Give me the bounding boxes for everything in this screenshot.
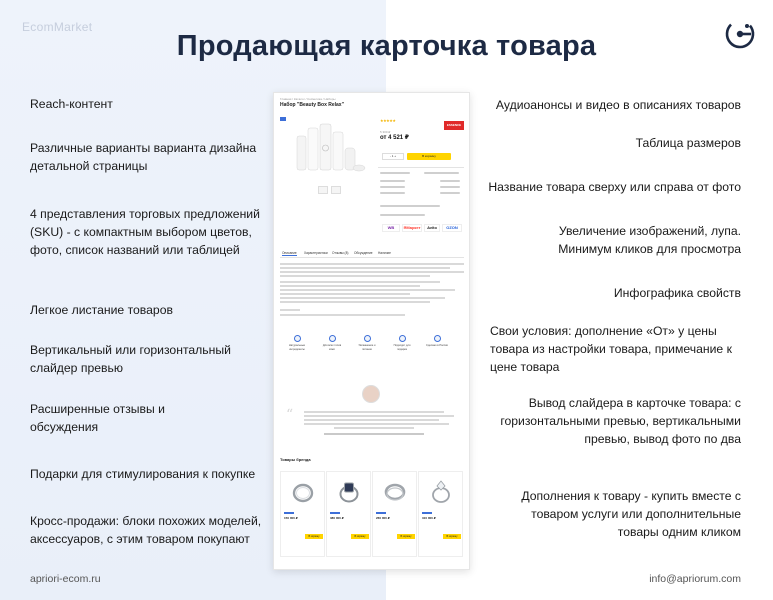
- company-logo-icon: [722, 16, 758, 52]
- ring-image: [383, 478, 407, 504]
- mock-infographic-item: Сделано в России: [426, 335, 448, 348]
- mock-description-line: [280, 267, 450, 269]
- check-icon: [294, 335, 301, 342]
- mock-marketplace-yamarket[interactable]: ЯМаркет: [403, 225, 421, 230]
- feature-easy-browsing: Легкое листание товаров: [30, 303, 173, 317]
- mock-infographic-item: Подходит для подарка: [391, 335, 413, 351]
- mock-price: от 4 521 ₽: [380, 135, 409, 141]
- mock-text-line: [440, 192, 460, 194]
- feature-design-variants: Различные варианты варианта дизайна детальной страницы: [30, 141, 257, 173]
- mock-review-line: [304, 419, 439, 421]
- mock-text-line: [424, 172, 459, 174]
- mock-rating-stars: ★★★★★: [380, 118, 396, 123]
- feature-reach-content: Reach-контент: [30, 97, 113, 111]
- flag-icon: [434, 335, 441, 342]
- mock-review-author: [324, 433, 424, 435]
- mock-text-line: [380, 172, 410, 174]
- mock-card-cart-button[interactable]: В корзину: [351, 534, 369, 539]
- feature-preview-slider: Вертикальный или горизонтальный слайдер превью: [30, 343, 231, 375]
- mock-product-card[interactable]: [418, 471, 463, 557]
- feature-addons: Дополнения к товару - купить вместе с товаром услуги или дополнительные товары одним кликом: [521, 489, 741, 539]
- mock-divider: [280, 257, 464, 258]
- heart-icon: [399, 335, 406, 342]
- mock-description-line: [280, 263, 464, 265]
- mock-description-line: [280, 293, 410, 295]
- ring-image: [291, 478, 315, 504]
- mock-tab-description[interactable]: Описание: [282, 251, 297, 255]
- mock-description-line: [280, 281, 440, 283]
- mock-tab-specs[interactable]: Характеристики: [304, 251, 328, 255]
- mock-old-price: 5 300 ₽: [380, 130, 391, 134]
- feature-cross-sales: Кросс-продажи: блоки похожих моделей, аксессуаров, с этим товаром покупают: [30, 514, 262, 546]
- mock-marketplace-ozon[interactable]: OZON: [442, 224, 462, 232]
- mock-product-title: Набор "Beauty Box Relax": [280, 102, 344, 108]
- mock-tab-discussion[interactable]: Обсуждение: [354, 251, 373, 255]
- product-card-screenshot: [273, 92, 470, 570]
- feature-title-position: Название товара сверху или справа от фото: [488, 180, 741, 194]
- feature-custom-conditions: Свои условия: дополнение «От» у цены товара из настройки товара, примечание к цене товара: [490, 324, 732, 374]
- mock-card-label: [284, 512, 294, 514]
- mock-description-line: [280, 314, 405, 316]
- mock-text-line: [440, 186, 460, 188]
- mock-tab-availability[interactable]: Наличие: [378, 251, 391, 255]
- mock-brand-logo: ESSENCE: [444, 121, 464, 130]
- feature-infographic: Инфографика свойств: [613, 286, 741, 300]
- mock-card-price: 260 000 ₽: [376, 516, 390, 520]
- mock-marketplace-avito[interactable]: Avito: [424, 224, 440, 232]
- mock-product-card[interactable]: [326, 471, 371, 557]
- mock-reviewer-avatar: [362, 385, 380, 403]
- mock-thumbnail[interactable]: [318, 186, 328, 194]
- mock-description-line: [280, 275, 430, 277]
- mock-card-label: [376, 512, 386, 514]
- mock-card-price: 380 000 ₽: [330, 516, 344, 520]
- mock-description-line: [280, 285, 420, 287]
- page-title: Продающая карточка товара: [176, 30, 597, 62]
- mock-quantity-stepper[interactable]: - 1 +: [382, 153, 404, 160]
- mock-product-card[interactable]: [280, 471, 325, 557]
- mock-add-to-cart-button[interactable]: В корзину: [407, 153, 451, 160]
- ring-image: [337, 478, 361, 504]
- mock-card-price: 150 000 ₽: [284, 516, 298, 520]
- mock-text-line: [380, 186, 405, 188]
- mock-review-line: [304, 415, 454, 417]
- mock-infographic-item: Увлажнение и питание: [356, 335, 378, 351]
- mock-card-cart-button[interactable]: В корзину: [443, 534, 461, 539]
- mock-description-line: [280, 309, 300, 311]
- mock-text-line: [380, 180, 405, 182]
- mock-product-card[interactable]: [372, 471, 417, 557]
- mock-marketplace-wb[interactable]: WB: [382, 224, 400, 232]
- mock-card-cart-button[interactable]: В корзину: [305, 534, 323, 539]
- ring-image: [429, 478, 453, 504]
- mock-text-line: [380, 214, 425, 216]
- mock-review-line: [304, 423, 449, 425]
- mock-text-line: [380, 192, 405, 194]
- mock-description-line: [280, 301, 430, 303]
- footer-email-link[interactable]: info@apriorum.com: [649, 573, 741, 585]
- mock-review-line: [304, 411, 444, 413]
- footer-website-link[interactable]: apriori-ecom.ru: [30, 573, 101, 585]
- mock-badge: [280, 117, 286, 121]
- mock-breadcrumb: Главная / Каталог / Косметика / Наборы: [280, 97, 336, 101]
- mock-text-line: [380, 205, 440, 207]
- mock-card-label: [422, 512, 432, 514]
- mock-card-price: 310 000 ₽: [422, 516, 436, 520]
- mock-tab-reviews[interactable]: Отзывы (8): [332, 251, 349, 255]
- feature-reviews: Расширенные отзывы и обсуждения: [30, 402, 165, 434]
- mock-description-line: [280, 271, 464, 273]
- mock-thumbnail[interactable]: [331, 186, 341, 194]
- feature-sku-views: 4 представления торговых предложений (SKU) - с компактным выбором цветов, фото, список названий или таблицей: [30, 207, 260, 257]
- leaf-icon: [329, 335, 336, 342]
- feature-audio-video: Аудиоанонсы и видео в описаниях товаров: [495, 98, 741, 112]
- mock-infographic-item: Для всех типов кожи: [321, 335, 343, 351]
- mock-brand-products-title: Товары бренда: [280, 457, 311, 462]
- feature-zoom: Увеличение изображений, лупа. Минимум кликов для просмотра: [558, 224, 741, 256]
- brand-watermark: EcomMarket: [22, 20, 93, 34]
- mock-divider: [378, 167, 464, 168]
- mock-description-line: [280, 297, 445, 299]
- mock-text-line: [440, 180, 460, 182]
- mock-infographic-item: Натуральные ингредиенты: [286, 335, 308, 351]
- quote-icon: “: [286, 407, 294, 423]
- mock-review-line: [334, 427, 414, 429]
- mock-product-image: [289, 118, 369, 178]
- mock-card-cart-button[interactable]: В корзину: [397, 534, 415, 539]
- mock-card-label: [330, 512, 340, 514]
- feature-size-table: Таблица размеров: [635, 136, 741, 150]
- mock-description-line: [280, 289, 455, 291]
- feature-gifts: Подарки для стимулирования к покупке: [30, 467, 256, 481]
- feature-slider-output: Вывод слайдера в карточке товара: с горизонтальными превью, вертикальными превью, вывод фото по два: [500, 396, 741, 446]
- drop-icon: [364, 335, 371, 342]
